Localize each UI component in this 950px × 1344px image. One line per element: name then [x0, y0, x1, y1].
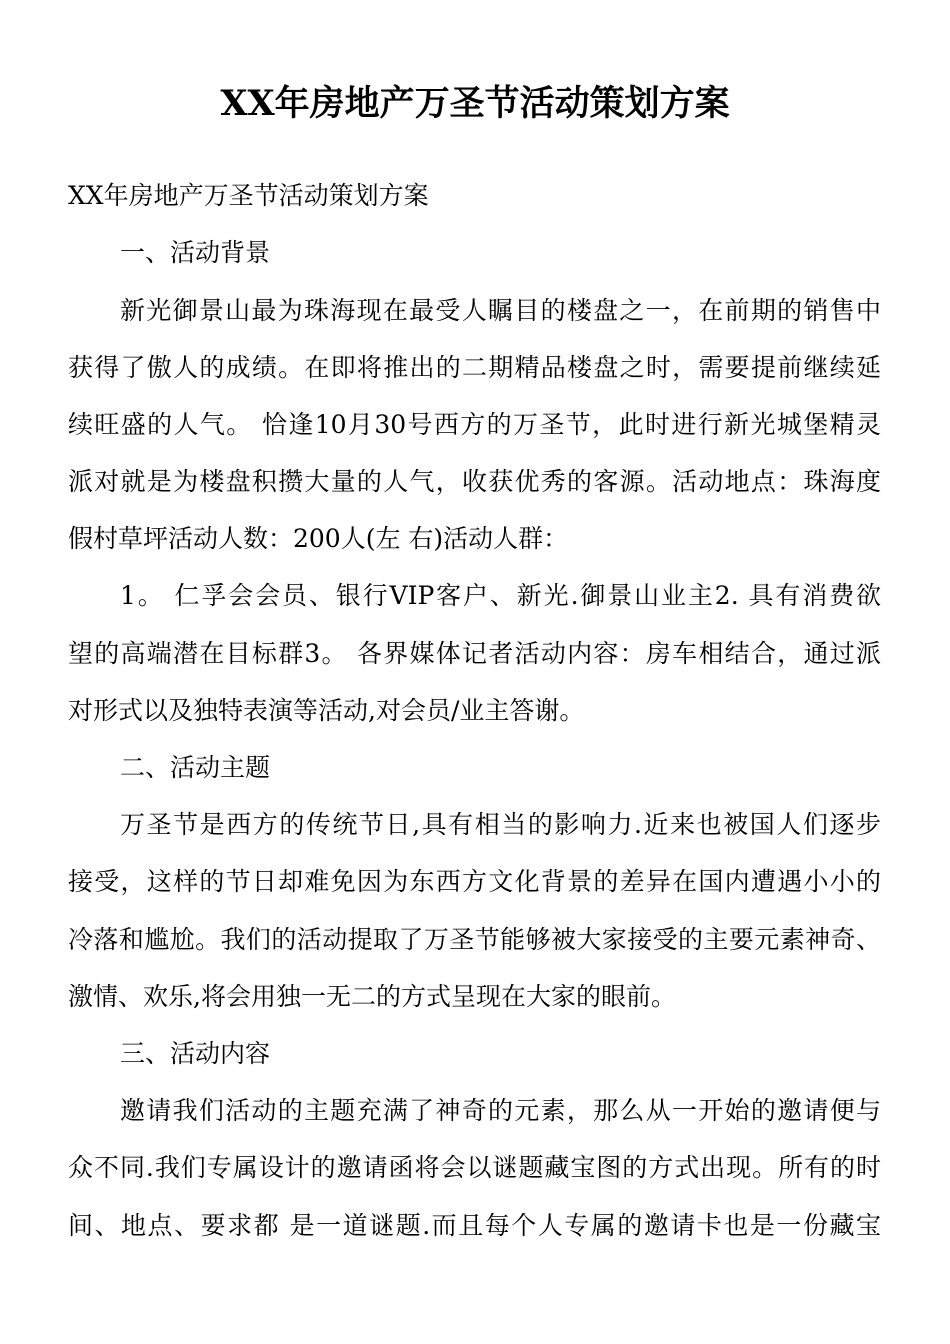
section-heading-content: 三、活动内容 — [120, 1039, 271, 1068]
paragraph-line: 邀请我们活动的主题充满了神奇的元素，那么从一开始的邀请便与 — [120, 1096, 881, 1125]
paragraph-line: 1。 仁孚会会员、银行VIP客户、新光.御景山业主2. 具有消费欲 — [120, 581, 881, 610]
paragraph-line: 假村草坪活动人数：200人(左 右)活动人群： — [68, 524, 569, 553]
paragraph-line: 新光御景山最为珠海现在最受人瞩目的楼盘之一，在前期的销售中 — [120, 296, 881, 325]
paragraph-line: 望的高端潜在目标群3。 各界媒体记者活动内容：房车相结合，通过派 — [68, 639, 881, 668]
document-title: XX年房地产万圣节活动策划方案 — [220, 83, 730, 124]
paragraph-line: 对形式以及独特表演等活动,对会员/业主答谢。 — [68, 696, 585, 725]
section-heading-background: 一、活动背景 — [120, 238, 271, 267]
paragraph-line: 激情、欢乐,将会用独一无二的方式呈现在大家的眼前。 — [68, 982, 676, 1011]
paragraph-line: 万圣节是西方的传统节日,具有相当的影响力.近来也被国人们逐步 — [120, 810, 881, 839]
paragraph-line: 派对就是为楼盘积攒大量的人气，收获优秀的客源。活动地点：珠海度 — [68, 467, 881, 496]
paragraph-line: 获得了傲人的成绩。在即将推出的二期精品楼盘之时，需要提前继续延 — [68, 353, 881, 382]
paragraph-line: 众不同.我们专属设计的邀请函将会以谜题藏宝图的方式出现。所有的时 — [68, 1153, 881, 1182]
section-heading-theme: 二、活动主题 — [120, 753, 271, 782]
paragraph-line: 接受，这样的节日却难免因为东西方文化背景的差异在国内遭遇小小的 — [68, 867, 881, 896]
document-subtitle: XX年房地产万圣节活动策划方案 — [68, 181, 429, 210]
paragraph-line: 冷落和尴尬。我们的活动提取了万圣节能够被大家接受的主要元素神奇、 — [68, 925, 881, 954]
paragraph-line: 间、地点、要求都 是一道谜题.而且每个人专属的邀请卡也是一份藏宝 — [68, 1211, 881, 1240]
paragraph-line: 续旺盛的人气。 恰逢10月30号西方的万圣节，此时进行新光城堡精灵 — [68, 410, 881, 439]
